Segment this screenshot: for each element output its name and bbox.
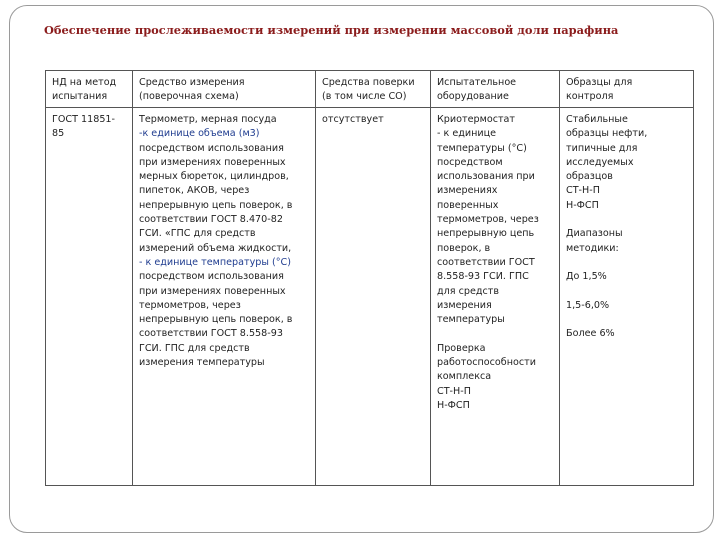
header-measuring-means: Средство измерения (поверочная схема): [133, 71, 316, 108]
spacer: [566, 313, 687, 327]
cell-control-samples: Стабильные образцы нефти, типичные для исследуемых образцов СТ-Н-П Н-ФСП Диапазоны методики: До 1,5% 1,5-6,0% Более 6%: [560, 108, 694, 486]
traceability-table: [45, 70, 694, 486]
spacer: [437, 327, 553, 341]
table-row: [46, 108, 694, 486]
header-control-samples: Образцы для контроля: [560, 71, 694, 108]
header-verification-means: Средства поверки (в том числе СО): [316, 71, 431, 108]
spacer: [566, 256, 687, 270]
cell-verification-means: отсутствует: [316, 108, 431, 486]
cell-test-equipment: Криотермостат - к единице температуры (°С) посредством использования при измерениях поверенных термометров, через непрерывную цепь поверок, в соответствии ГОСТ 8.558-93 ГСИ. ГПС для средств измерения температуры Проверка работоспособности комплекса СТ-Н-П Н-ФСП: [431, 108, 560, 486]
header-nd-method: НД на метод испытания: [46, 71, 133, 108]
spacer: [566, 213, 687, 227]
cell-nd-method: ГОСТ 11851- 85: [46, 108, 133, 486]
slide-title: Обеспечение прослеживаемости измерений при измерении массовой доли парафина: [44, 23, 619, 37]
table-header-row: [46, 71, 694, 108]
cell-measuring-means: Термометр, мерная посуда -к единице объема (м3) посредством использования при измерениях поверенных мерных бюреток, цилиндров, пипеток, АКОВ, через непрерывную цепь поверок, в соответствии ГОСТ 8.470-82 ГСИ. «ГПС для средств измерений объема жидкости, - к единице температуры (°С) посредством использования при измерениях поверенных термометров, через непрерывную цепь поверок, в соответствии ГОСТ 8.558-93 ГСИ. ГПС для средств измерения температуры: [133, 108, 316, 486]
spacer: [566, 285, 687, 299]
header-test-equipment: Испытательное оборудование: [431, 71, 560, 108]
